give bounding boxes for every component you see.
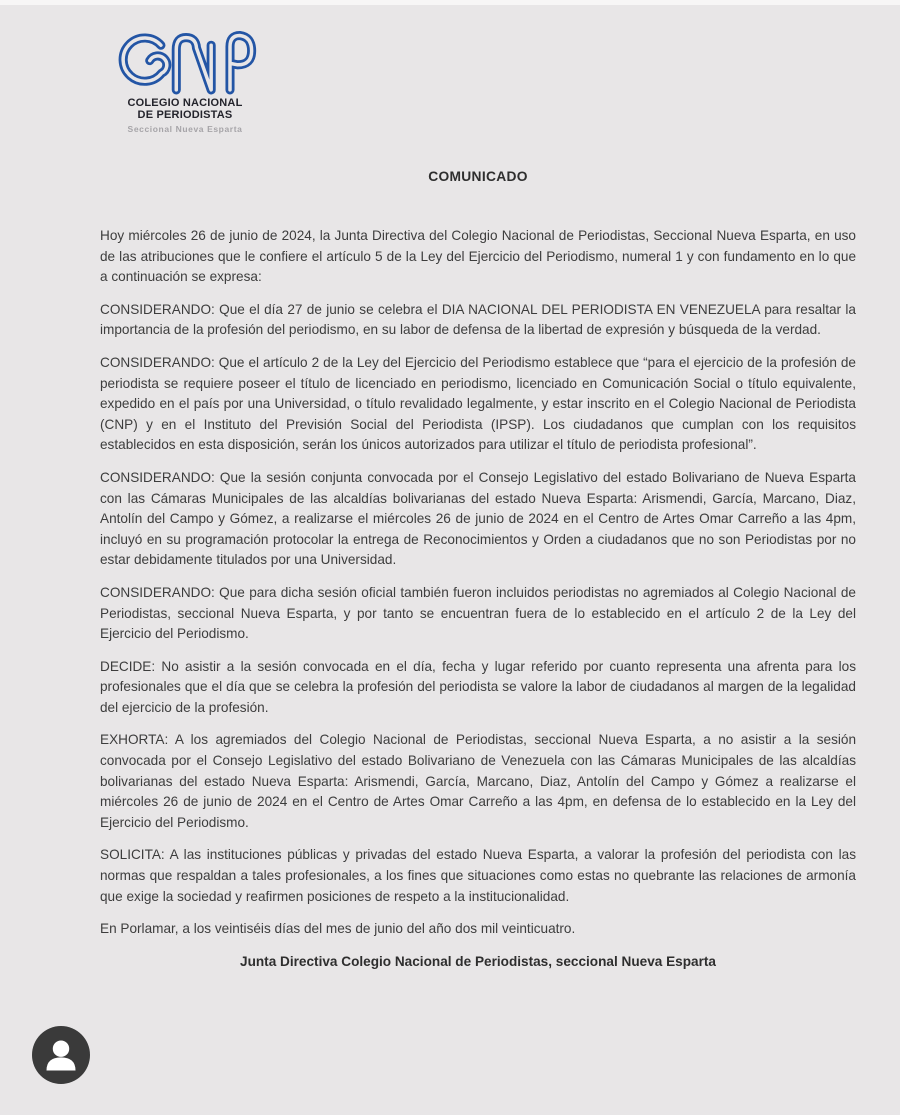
signature-line: Junta Directiva Colegio Nacional de Periodistas, seccional Nueva Esparta xyxy=(240,953,716,969)
top-strip xyxy=(0,0,900,5)
person-icon xyxy=(32,1026,90,1084)
paragraph-decide: DECIDE: No asistir a la sesión convocada en el día, fecha y lugar referido por cuanto representa una afrenta para los profesionales que el día que se celebra la profesión del periodista se valore la labor de ciudadanos al margen de la legalidad del ejercicio de la profesión. xyxy=(100,658,856,715)
org-name-line2: DE PERIODISTAS xyxy=(137,108,233,121)
paragraph-solicita: SOLICITA: A las instituciones públicas y privadas del estado Nueva Esparta, a valorar la profesión del periodista con las normas que respaldan a tales profesionales, a los fines que situaciones como estas no quebrante las relaciones de armonía que exige la sociedad y reafirmen posiciones de respeto a la institucionalidad. xyxy=(100,847,856,904)
paragraph-intro: Hoy miércoles 26 de junio de 2024, la Junta Directiva del Colegio Nacional de Periodistas, Seccional Nueva Esparta, en uso de las atribuciones que le confiere el artículo 5 de la Ley del Ejercicio del Periodismo, numeral 1 y con fundamento en lo que a continuación se expresa: xyxy=(100,228,856,285)
paragraph-date-place: En Porlamar, a los veintiséis días del mes de junio del año dos mil veinticuatro. xyxy=(100,921,576,937)
letterhead xyxy=(100,26,270,134)
document-title: COMUNICADO xyxy=(428,169,528,184)
paragraph-considerando-3: CONSIDERANDO: Que la sesión conjunta convocada por el Consejo Legislativo del estado Bolivariano de Nueva Esparta con las Cámaras Municipales de las alcaldías bolivarianas del estado Nueva Esparta: Arismendi, García, Marcano, Diaz, Antolín del Campo y Gómez, a realizarse el miércoles 26 de junio de 2024 en el Centro de Artes Omar Carreño a las 4pm, incluyó en su programación protocolar la entrega de Reconocimientos y Orden a ciudadanos que no son Periodistas por no estar debidamente titulados por una Universidad. xyxy=(100,469,856,568)
paragraph-exhorta: EXHORTA: A los agremiados del Colegio Nacional de Periodistas, seccional Nueva Esparta, a no asistir a la sesión convocada por el Consejo Legislativo del estado Bolivariano de Venezuela con las Cámaras Municipales de las alcaldías bolivarianas del estado Nueva Esparta: Arismendi, García, Marcano, Diaz, Antolín del Campo y Gómez a realizarse el miércoles 26 de junio de 2024 en el Centro de Artes Omar Carreño a las 4pm, en defensa de lo establecido en la Ley del Ejercicio del Periodismo. xyxy=(100,732,856,830)
document-body xyxy=(100,226,856,969)
cnp-logo-icon xyxy=(110,26,260,98)
org-subtitle: Seccional Nueva Esparta xyxy=(127,124,243,134)
paragraph-considerando-1: CONSIDERANDO: Que el día 27 de junio se celebra el DIA NACIONAL DEL PERIODISTA EN VENEZUELA para resaltar la importancia de la profesión del periodismo, en su labor de defensa de la libertad de expresión y búsqueda de la verdad. xyxy=(100,301,856,338)
org-name-line1: COLEGIO NACIONAL xyxy=(127,97,243,109)
avatar[interactable] xyxy=(32,1026,90,1084)
paragraph-considerando-2: CONSIDERANDO: Que el artículo 2 de la Ley del Ejercicio del Periodismo establece que “para el ejercicio de la profesión de periodista se requiere poseer el título de licenciado en periodismo, licenciado en Comunicación Social o título equivalente, expedido en el país por una Universidad, o título revalidado legalmente, y estar inscrito en el Colegio Nacional de Periodista (CNP) y en el Instituto del Previsión Social del Periodista (IPSP). Los ciudadanos que cumplan con los requisitos establecidos en esta disposición, serán los únicos autorizados para utilizar el título de periodista profesional”. xyxy=(100,354,856,453)
paragraph-considerando-4: CONSIDERANDO: Que para dicha sesión oficial también fueron incluidos periodistas no agremiados al Colegio Nacional de Periodistas, seccional Nueva Esparta, y por tanto se encuentran fuera de lo establecido en el artículo 2 de la Ley del Ejercicio del Periodismo. xyxy=(100,584,856,642)
